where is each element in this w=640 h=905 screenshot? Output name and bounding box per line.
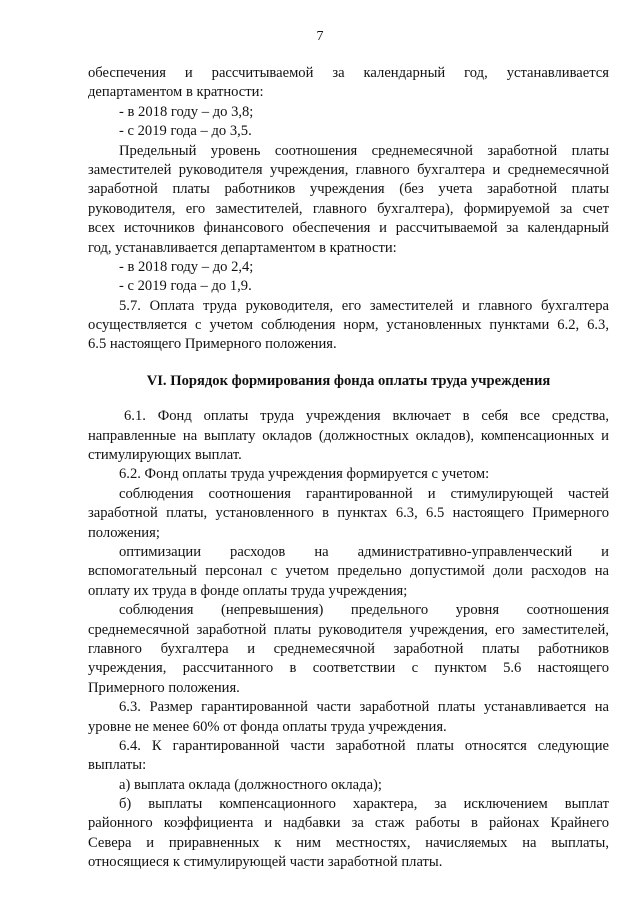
list-item: - с 2019 года – до 3,5.: [119, 123, 252, 140]
text-line: департаментом в кратности:: [88, 84, 264, 101]
paragraph-start: соблюдения соотношения гарантированной и стимулирующей частей: [119, 485, 609, 502]
document-body: [88, 64, 609, 873]
page-number: 7: [316, 29, 324, 44]
text-line: направленные на выплату окладов (должностных окладов), компенсационных и: [88, 427, 609, 444]
paragraph-start: 6.3. Размер гарантированной части заработной платы устанавливается на: [119, 699, 609, 716]
paragraph-start: 6.1. Фонд оплаты труда учреждения включает в себя все средства,: [124, 408, 609, 425]
text-line: всех источников финансового обеспечения и рассчитываемой за календарный: [88, 220, 609, 237]
text-line: выплаты:: [88, 757, 147, 774]
text-line: оплату их труда в фонде оплаты труда учреждения;: [88, 582, 408, 599]
text-line: Севера и приравненных к ним местностях, начисляемых на выплаты,: [88, 834, 609, 851]
text-line: заработной платы, установленного в пунктах 6.3, 6.5 настоящего Примерного: [88, 505, 609, 522]
text-line: относящиеся к стимулирующей части заработной платы.: [88, 854, 443, 871]
list-item: - с 2019 года – до 1,9.: [119, 278, 252, 295]
text-line: руководителя, его заместителей, главного бухгалтера), формируемой за счет: [88, 200, 609, 217]
text-line: главного бухгалтера и среднемесячной заработной платы работников: [88, 640, 609, 657]
paragraph-start: оптимизации расходов на административно-управленческий и: [119, 543, 609, 560]
list-item: а) выплата оклада (должностного оклада);: [119, 776, 382, 793]
text-line: осуществляется с учетом соблюдения норм, установленных пунктами 6.2, 6.3,: [88, 317, 609, 334]
list-item: - в 2018 году – до 2,4;: [119, 258, 254, 275]
text-line: среднемесячной заработной платы руководителя учреждения, его заместителей,: [88, 621, 609, 638]
text-line: заработной платы работников учреждения (без учета заработной платы: [88, 181, 609, 198]
paragraph-start: соблюдения (непревышения) предельного уровня соотношения: [119, 602, 609, 619]
text-line: стимулирующих выплат.: [88, 447, 242, 464]
text-line: положения;: [88, 524, 160, 541]
paragraph-start: 5.7. Оплата труда руководителя, его заместителей и главного бухгалтера: [119, 297, 609, 314]
text-line: заместителей руководителя учреждения, главного бухгалтера и среднемесячной: [88, 161, 609, 178]
text-line: уровне не менее 60% от фонда оплаты труда учреждения.: [88, 718, 447, 735]
paragraph-start: 6.2. Фонд оплаты труда учреждения формируется с учетом:: [119, 466, 490, 483]
text-line: вспомогательный персонал с учетом предельно допустимой доли расходов на: [88, 563, 609, 580]
text-line: районного коэффициента и надбавки за стаж работы в районах Крайнего: [88, 815, 609, 832]
list-item: б) выплаты компенсационного характера, за исключением выплат: [119, 796, 609, 813]
section-heading: VI. Порядок формирования фонда оплаты труда учреждения: [146, 372, 551, 389]
paragraph-start: Предельный уровень соотношения среднемесячной заработной платы: [119, 142, 609, 159]
paragraph-start: 6.4. К гарантированной части заработной платы относятся следующие: [119, 737, 609, 754]
text-line: обеспечения и рассчитываемой за календарный год, устанавливается: [88, 65, 609, 81]
text-line: год, устанавливается департаментом в кратности:: [88, 239, 397, 256]
text-line: учреждения, рассчитанного в соответствии с пунктом 5.6 настоящего: [88, 660, 609, 677]
list-item: - в 2018 году – до 3,8;: [119, 103, 254, 120]
text-line: Примерного положения.: [88, 679, 240, 696]
text-line: 6.5 настоящего Примерного положения.: [88, 336, 337, 353]
